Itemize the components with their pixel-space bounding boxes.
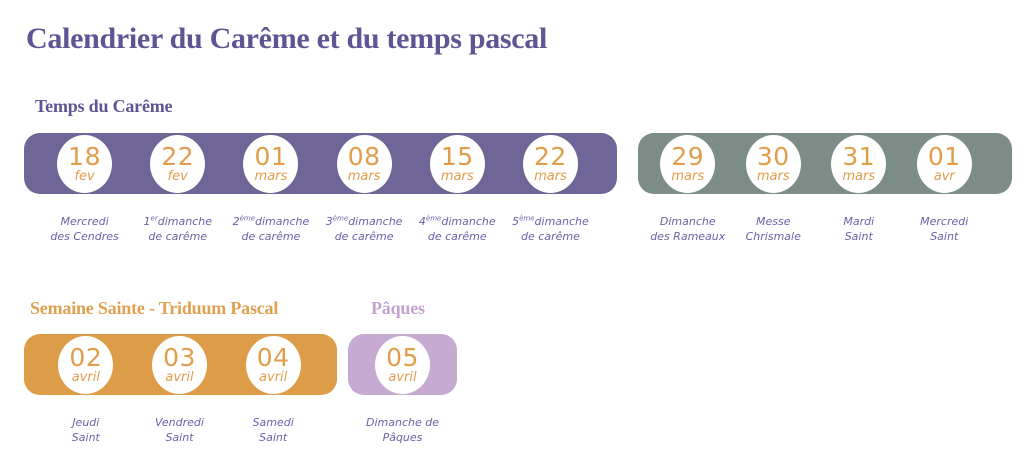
event-cell <box>39 336 133 394</box>
date-day: 08 <box>347 142 381 171</box>
date-day: 18 <box>68 142 101 171</box>
date-day: 05 <box>386 343 419 372</box>
label-cell <box>816 215 902 245</box>
ordinal-suffix: er <box>150 214 158 223</box>
label-cell <box>133 416 227 446</box>
date-badge <box>57 135 112 193</box>
label-cell <box>39 416 133 446</box>
label-cell <box>411 215 504 245</box>
date-badge <box>58 336 113 394</box>
ordinal-suffix: ème <box>332 214 349 223</box>
label-cell <box>645 215 731 245</box>
event-cell <box>224 135 317 193</box>
date-day: 22 <box>161 142 195 171</box>
page-title: Calendrier du Carême et du temps pascal <box>26 22 548 55</box>
event-label: 1erdimanche de carême <box>143 214 212 243</box>
holy-week-start-group <box>638 133 1012 245</box>
date-day: 15 <box>440 142 474 171</box>
date-month: mars <box>440 169 474 184</box>
date-day: 03 <box>163 343 196 372</box>
event-label: Dimanche des Rameaux <box>650 215 726 243</box>
label-cell <box>224 215 317 245</box>
label-row <box>348 416 457 446</box>
triduum-group <box>24 334 337 446</box>
event-cell <box>902 135 988 193</box>
event-cell <box>411 135 504 193</box>
ordinal-suffix: ème <box>239 214 256 223</box>
date-day: 22 <box>534 142 567 171</box>
event-label: Mardi Saint <box>843 215 875 243</box>
date-badge <box>243 135 298 193</box>
label-cell <box>318 215 411 245</box>
date-day: 04 <box>256 343 290 372</box>
event-label: Dimanche de Pâques <box>366 416 439 444</box>
date-day: 01 <box>927 142 961 171</box>
date-day: 02 <box>69 343 103 372</box>
date-badge <box>337 135 392 193</box>
date-month: fev <box>167 169 188 184</box>
event-cell <box>38 135 131 193</box>
event-cell <box>226 336 320 394</box>
event-cell <box>133 336 227 394</box>
date-badge <box>430 135 485 193</box>
date-bar <box>348 334 457 395</box>
label-cell <box>504 215 597 245</box>
date-month: mars <box>254 169 288 184</box>
event-label: 5èmedimanche de carême <box>512 214 589 243</box>
section-heading-careme: Temps du Carême <box>35 96 173 116</box>
event-cell <box>816 135 902 193</box>
date-day: 29 <box>671 142 705 171</box>
date-month: avril <box>71 370 100 385</box>
event-cell <box>318 135 411 193</box>
label-cell <box>131 215 224 245</box>
event-cell <box>131 135 224 193</box>
easter-group <box>348 334 457 446</box>
event-label: 2èmedimanche de carême <box>232 214 310 243</box>
date-badge <box>831 135 886 193</box>
date-badge <box>246 336 301 394</box>
date-month: mars <box>842 169 876 184</box>
date-badge <box>660 135 715 193</box>
event-cell <box>348 336 457 394</box>
date-badge <box>746 135 801 193</box>
ordinal-suffix: ème <box>425 214 442 223</box>
event-label: Messe Chrismale <box>745 215 801 243</box>
ordinal-suffix: ème <box>519 214 535 223</box>
section-heading-triduum: Semaine Sainte - Triduum Pascal <box>30 298 279 318</box>
lent-group <box>24 133 617 245</box>
event-label: Jeudi Saint <box>71 416 100 444</box>
date-badge <box>917 135 972 193</box>
date-badge <box>150 135 205 193</box>
date-badge <box>375 336 430 394</box>
section-heading-paques: Pâques <box>371 298 425 318</box>
date-month: avril <box>388 370 417 385</box>
label-row <box>24 416 337 446</box>
event-label: Mercredi Saint <box>920 215 969 243</box>
date-badge <box>152 336 207 394</box>
date-badge <box>523 135 578 193</box>
date-month: avril <box>259 370 288 385</box>
event-label: Vendredi Saint <box>155 416 204 444</box>
date-bar <box>24 334 337 395</box>
label-cell <box>902 215 988 245</box>
date-day: 01 <box>254 142 288 171</box>
date-month: avr <box>933 169 955 184</box>
date-bar <box>638 133 1012 194</box>
label-cell <box>731 215 817 245</box>
date-day: 31 <box>842 142 876 171</box>
event-label: Samedi Saint <box>252 416 294 444</box>
date-month: fev <box>74 169 95 184</box>
label-row <box>24 215 617 245</box>
event-cell <box>504 135 597 193</box>
event-label: 3èmedimanche de carême <box>325 214 403 243</box>
date-day: 30 <box>756 142 790 171</box>
event-label: Mercredi des Cendres <box>50 215 119 243</box>
event-cell <box>731 135 817 193</box>
date-month: mars <box>534 169 567 184</box>
date-bar <box>24 133 617 194</box>
label-cell <box>226 416 320 446</box>
label-cell <box>348 416 457 446</box>
date-month: mars <box>756 169 790 184</box>
date-month: avril <box>165 370 194 385</box>
event-label: 4èmedimanche de carême <box>418 214 496 243</box>
date-month: mars <box>671 169 705 184</box>
date-month: mars <box>347 169 381 184</box>
event-cell <box>645 135 731 193</box>
label-row <box>638 215 1012 245</box>
label-cell <box>38 215 131 245</box>
